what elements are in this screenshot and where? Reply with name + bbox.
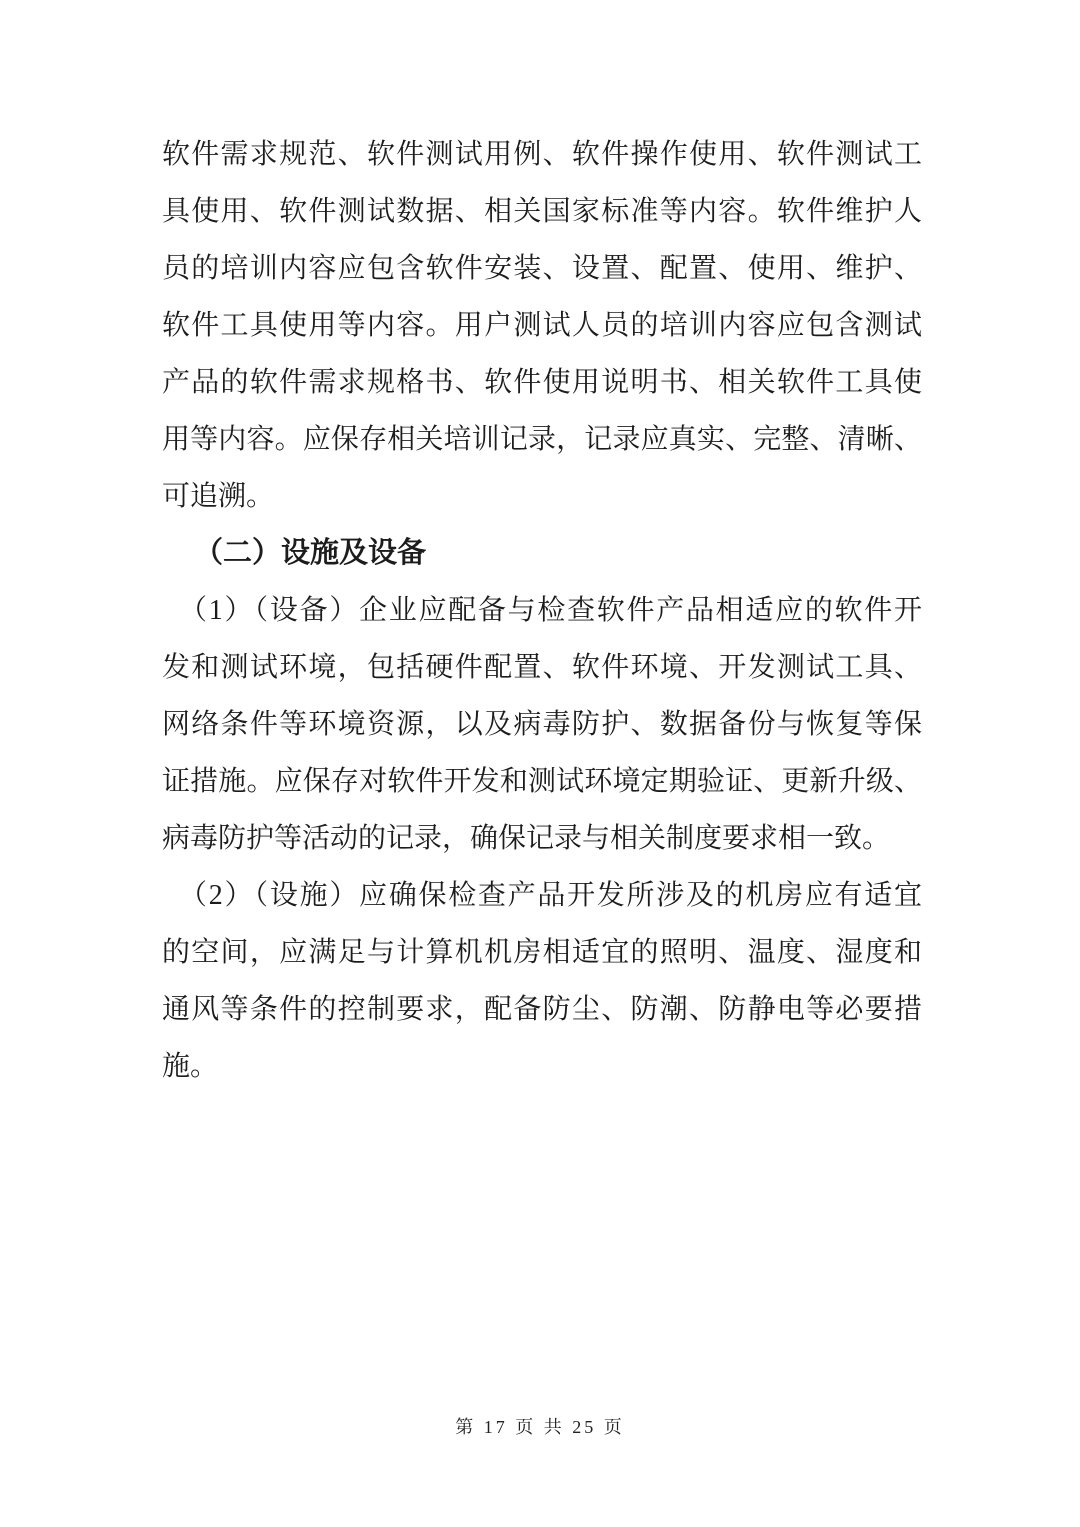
body-line: 软件工具使用等内容。用户测试人员的培训内容应包含测试 — [162, 310, 922, 341]
body-line: 员的培训内容应包含软件安装、设置、配置、使用、维护、 — [162, 253, 922, 284]
body-line: 发和测试环境，包括硬件配置、软件环境、开发测试工具、 — [162, 652, 922, 683]
body-line: 通风等条件的控制要求，配备防尘、防潮、防静电等必要措 — [162, 994, 922, 1025]
section-heading: （二）设施及设备 — [194, 537, 427, 569]
body-line: 病毒防护等活动的记录，确保记录与相关制度要求相一致。 — [162, 823, 891, 854]
body-line: 网络条件等环境资源，以及病毒防护、数据备份与恢复等保 — [162, 709, 922, 740]
page-body — [162, 126, 922, 1095]
body-line: 施。 — [162, 1051, 219, 1082]
page-number: 第 17 页 共 25 页 — [455, 1417, 625, 1437]
page-footer — [0, 1413, 1080, 1439]
body-line: 的空间，应满足与计算机机房相适宜的照明、温度、湿度和 — [162, 937, 922, 968]
body-line: （1）（设备）企业应配备与检查软件产品相适应的软件开 — [179, 595, 922, 626]
body-line: 证措施。应保存对软件开发和测试环境定期验证、更新升级、 — [162, 766, 922, 797]
body-line: 产品的软件需求规格书、软件使用说明书、相关软件工具使 — [162, 367, 922, 398]
body-line: 可追溯。 — [162, 481, 275, 512]
body-line: （2）（设施）应确保检查产品开发所涉及的机房应有适宜 — [179, 880, 922, 911]
body-line: 具使用、软件测试数据、相关国家标准等内容。软件维护人 — [162, 196, 922, 227]
body-line: 软件需求规范、软件测试用例、软件操作使用、软件测试工 — [162, 139, 922, 170]
body-line: 用等内容。应保存相关培训记录，记录应真实、完整、清晰、 — [162, 424, 922, 455]
